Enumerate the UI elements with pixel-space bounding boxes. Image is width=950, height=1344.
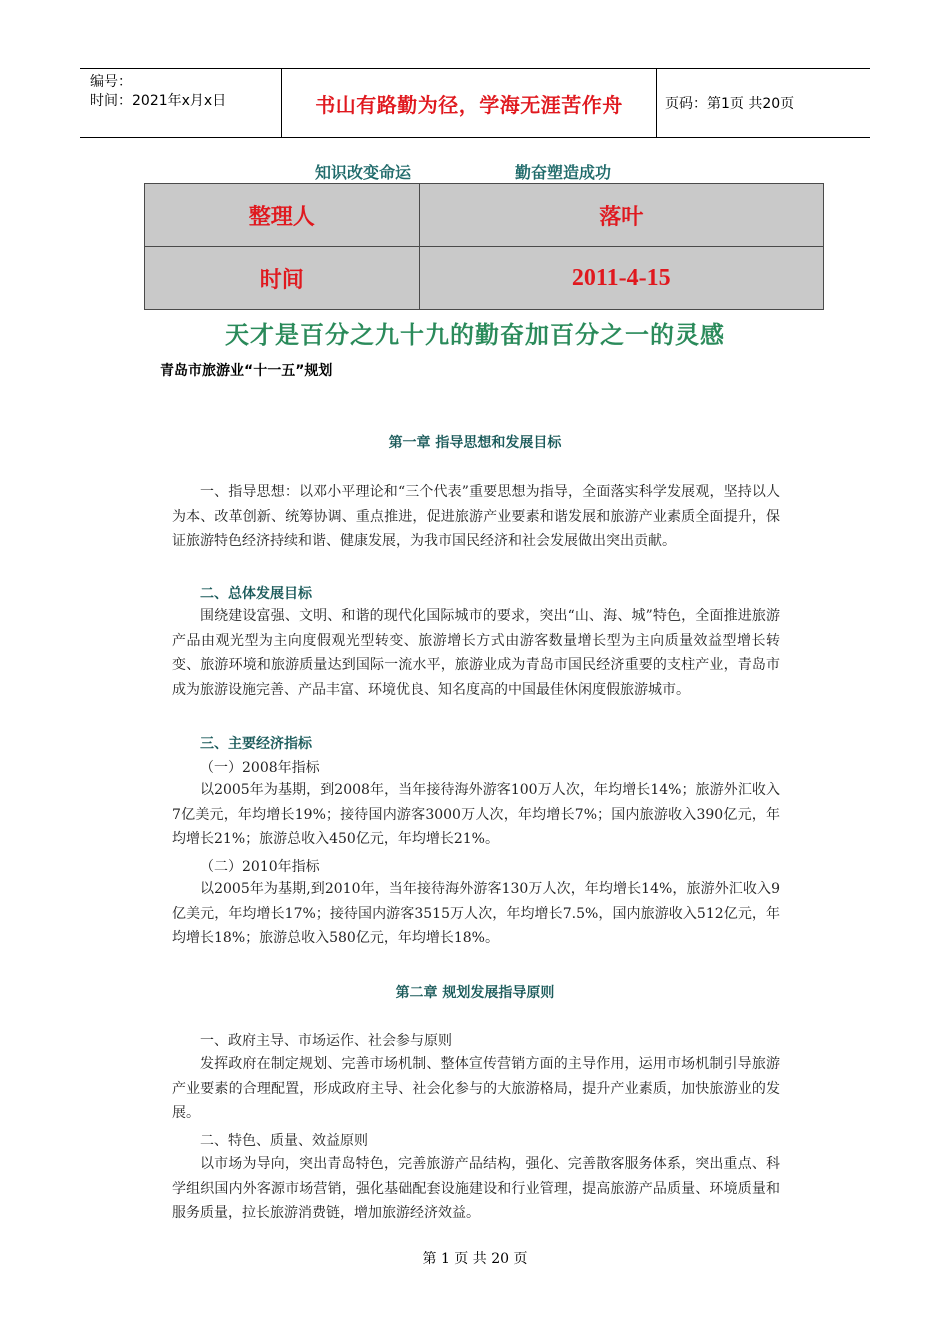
chapter-2-title: 第二章 规划发展指导原则: [395, 985, 555, 1001]
date-value: 2011-4-15: [419, 247, 823, 310]
guiding-thought-paragraph: 一、指导思想：以邓小平理论和“三个代表”重要思想为指导，全面落实科学发展观，坚持以人为本、改革创新、统筹协调、重点推进，促进旅游产业要素和谐发展和旅游产业素质全面提升，保证旅游特色经济持续和谐、健康发展，为我市国民经济和社会发展做出突出贡献。: [172, 484, 780, 549]
principle-1-paragraph: 发挥政府在制定规划、完善市场机制、整体宣传营销方面的主导作用，运用市场机制引导旅游产业要素的合理配置，形成政府主导、社会化参与的大旅游格局，提升产业素质，加快旅游业的发展。: [172, 1056, 780, 1121]
organizer-value: 落叶: [419, 184, 823, 247]
motto-left: 知识改变命运: [315, 163, 412, 182]
page-footer: 第 1 页 共 20 页: [422, 1251, 528, 1267]
header-slogan: 书山有路勤为径，学海无涯苦作舟: [282, 69, 657, 137]
date-label: 时间: [145, 247, 420, 310]
table-row: [145, 247, 824, 310]
indicators-2008-heading: （一）2008年指标: [200, 760, 320, 776]
info-table: [144, 183, 824, 310]
table-row: [145, 184, 824, 247]
principle-1-heading: 一、政府主导、市场运作、社会参与原则: [200, 1033, 452, 1049]
motto-right: 勤奋塑造成功: [515, 163, 612, 182]
overall-goal-paragraph: 围绕建设富强、文明、和谐的现代化国际城市的要求，突出“山、海、城”特色，全面推进旅游产品由观光型为主向度假观光型转变、旅游增长方式由游客数量增长型为主向质量效益型增长转变、旅游环境和旅游质量达到国际一流水平，旅游业成为青岛市国民经济重要的支柱产业，青岛市成为旅游设施完善、产品丰富、环境优良、知名度高的中国最佳休闲度假旅游城市。: [172, 608, 780, 698]
chapter-1-title: 第一章 指导思想和发展目标: [388, 435, 562, 451]
time-label: 时间：2021年x月x日: [90, 93, 227, 109]
principle-2-heading: 二、特色、质量、效益原则: [200, 1133, 368, 1149]
indicators-2010-paragraph: 以2005年为基期,到2010年，当年接待海外游客130万人次，年均增长14%，旅游外汇收入9亿美元，年均增长17%；接待国内游客3515万人次，年均增长7.5%，国内旅游收入512亿元，年均增长18%；旅游总收入580亿元，年均增长18%。: [172, 881, 780, 946]
indicators-2008-paragraph: 以2005年为基期，到2008年，当年接待海外游客100万人次，年均增长14%；旅游外汇收入7亿美元，年均增长19%；接待国内游客3000万人次，年均增长7%；国内旅游收入390亿元，年均增长21%；旅游总收入450亿元，年均增长21%。: [172, 782, 780, 847]
principle-2-paragraph: 以市场为导向，突出青岛特色，完善旅游产品结构，强化、完善散客服务体系，突出重点、科学组织国内外客源市场营销，强化基础配套设施建设和行业管理，提高旅游产品质量、环境质量和服务质量，拉长旅游消费链，增加旅游经济效益。: [172, 1156, 780, 1221]
document-header: [80, 68, 870, 138]
indicators-2010-heading: （二）2010年指标: [200, 859, 320, 875]
header-page-info: 页码：第1页 共20页: [665, 96, 795, 112]
overall-goal-heading: 二、总体发展目标: [200, 586, 312, 602]
document-title: 青岛市旅游业“十一五”规划: [160, 363, 333, 379]
organizer-label: 整理人: [145, 184, 420, 247]
code-label: 编号：: [90, 74, 132, 90]
header-meta: [80, 69, 282, 137]
quote: 天才是百分之九十九的勤奋加百分之一的灵感: [225, 320, 725, 349]
economic-indicators-heading: 三、主要经济指标: [200, 736, 312, 752]
